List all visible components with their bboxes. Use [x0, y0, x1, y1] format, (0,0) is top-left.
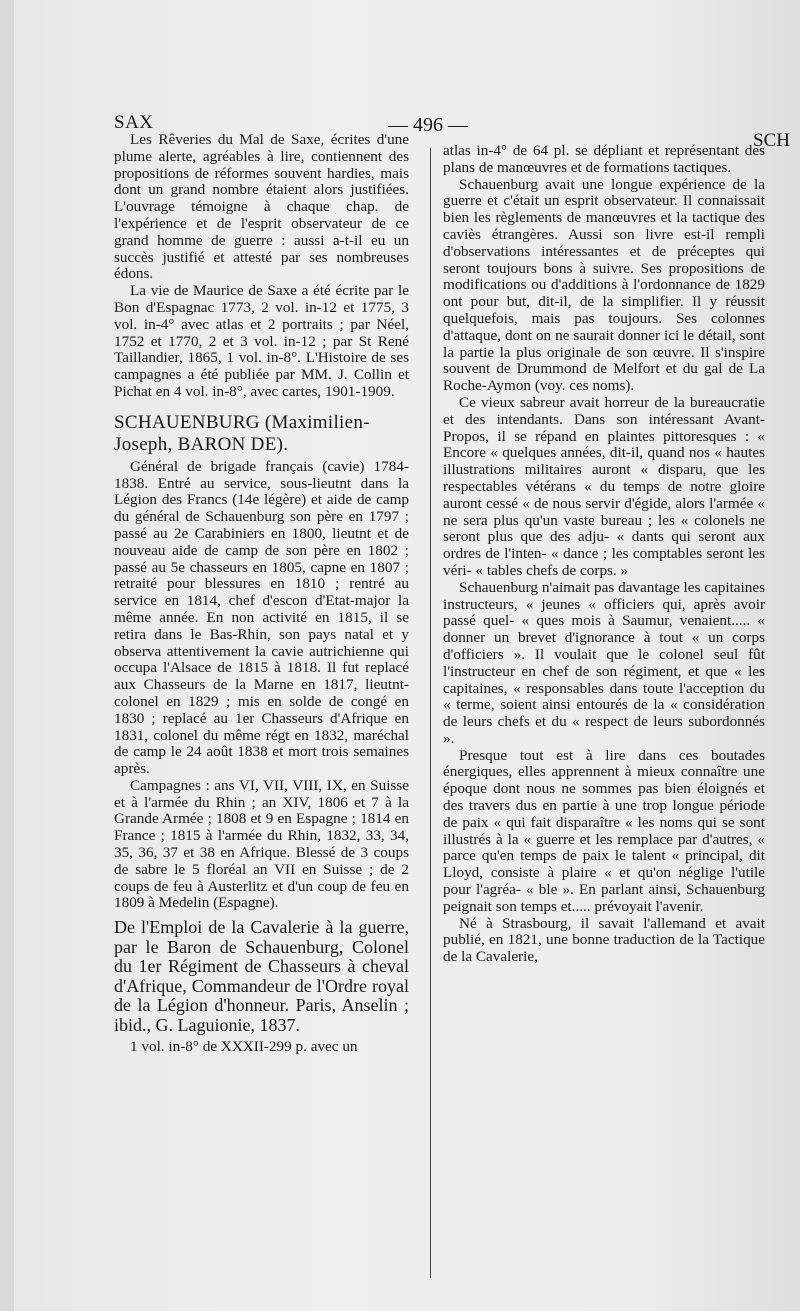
paragraph-biography: Général de brigade français (cavie) 1784-1838. Entré au service, sous-lieutnt dans la Légion des Francs (14e légère) et aide de camp du général de Schauenburg son père en 1797 ; passé au 2e Carabiniers en 1800, lieutnt et de nouveau aide de camp de son père en 1802 ; passé au 5e chasseurs en 1805, capne en 1807 ; retraité pour blessures en 1810 ; rentré au service en 1814, chef d'escon d'Etat-major la même année. En non activité en 1815, il se retira dans le Bas-Rhin, son pays natal et y observa attentivement la cavie autrichienne qui occupa l'Alsace de 1815 à 1818. Il fut replacé aux Chasseurs de la Marne en 1817, lieutnt-colonel en 1829 ; mis en solde de congé en 1830 ; replacé au 1er Chasseurs d'Afrique en 1831, colonel du même régt en 1832, maréchal de camp le 24 août 1838 et mort trois semaines après. — [114, 457, 409, 778]
header-right-keyword: SCH — [753, 130, 790, 151]
paragraph-instructeurs: Schauenburg n'aimait pas davantage les capitaines instructeurs, « jeunes « officiers qui, après avoir passé quel- « ques mois à Saumur, venaient..... « donner un brevet d'ignorance à tout « un corps d'officiers ». Il voulait que le colonel seul fût l'instructeur en chef de son régiment, et que « les capitaines, « responsables dans toute l'acception du « terme, soient ainsi entourés de la « considération de leurs chefs et du « respect de leurs subordonnés ». — [443, 578, 765, 747]
paragraph-strasbourg: Né à Strasbourg, il savait l'allemand et avait publié, en 1821, une bonne traduction de la Tactique de la Cavalerie, — [443, 914, 765, 966]
column-divider — [430, 148, 431, 1278]
book-title: De l'Emploi de la Cavalerie à la guerre, par le Baron de Schauenburg, Colonel du 1er Régiment de Chasseurs à cheval d'Afrique, Commandeur de l'Ordre royal de la Légion d'honneur. Paris, Anselin ; ibid., G. Laguionie, 1837. — [114, 917, 409, 1035]
paragraph-campagnes: Campagnes : ans VI, VII, VIII, IX, en Suisse et à l'armée du Rhin ; an XIV, 1806 et 7 à la Grande Armée ; 1808 et 9 en Espagne ; 1814 en France ; 1815 à l'armée du Rhin, 1832, 33, 34, 35, 36, 37 et 38 en Afrique. Blessé de 3 coups de sabre le 5 floréal an VII en Suisse ; de 2 coups de feu à Austerlitz et d'un coup de feu en 1809 à Medelin (Espagne). — [114, 776, 409, 912]
paragraph-atlas: atlas in-4° de 64 pl. se dépliant et représentant des plans de manœuvres et de formations tactiques. — [443, 142, 765, 176]
paragraph-boutades: Presque tout est à lire dans ces boutades énergiques, elles apprennent à mieux connaître une époque dont nous ne sommes pas bien éloignés et des travers dus en partie à une trop longue période de paix « qui fait disparaître « les noms qui se sont illustrés à la « guerre et les remplace par d'autres, « parce qu'en temps de paix le talent « principal, dit Lloyd, consiste à plaire « et qu'on néglige l'utile pour l'agréa- « ble ». En parlant ainsi, Schauenburg peignait son temps et..... prévoyait l'avenir. — [443, 746, 765, 915]
page-number: — 496 — — [388, 114, 468, 136]
entry-heading: SCHAUENBURG (Maximilien-Joseph, BARON DE). — [114, 411, 370, 455]
paragraph-format: 1 vol. in-8° de XXXII-299 p. avec un — [130, 1038, 358, 1056]
paragraph-reveries: Les Rêveries du Mal de Saxe, écrites d'une plume alerte, agréables à lire, contiennent des propositions de réformes souvent hardies, mais dont un grand nombre étaient alors justifiées. L'ouvrage témoigne à chaque chap. de l'expérience et de l'esprit observateur de ce grand homme de guerre : aussi a-t-il eu un succès justifié et attesté par ses nombreuses édons. — [114, 131, 409, 283]
paragraph-vie-de-maurice: La vie de Maurice de Saxe a été écrite par le Bon d'Espagnac 1773, 2 vol. in-12 et 1775, 3 vol. in-4° avec atlas et 2 portraits ; par Néel, 1752 et 1770, 2 et 3 vol. in-12 ; par St René Taillandier, 1865, 1 vol. in-8°. L'Histoire de ses campagnes a été publiée par MM. J. Collin et Pichat en 4 vol. in-8°, avec cartes, 1901-1909. — [114, 282, 409, 400]
left-column — [114, 132, 409, 1056]
paragraph-sabreur: Ce vieux sabreur avait horreur de la bureaucratie et des intendants. Dans son intéressant Avant-Propos, il se répand en plaintes pittoresques : « Encore « quelques années, dit-il, quand nos « hautes illustrations militaires auront « disparu, que les respectables vétérans « du temps de notre gloire auront cessé « de nous servir d'égide, alors l'armée « ne sera plus qu'un vaste bureau ; les « colonels ne seront plus que des adju- « dants qui seront aux ordres de l'inten- « dance ; les comptables seront les véri- « tables chefs de corps. » — [443, 393, 765, 579]
header-left-keyword: SAX — [114, 112, 154, 133]
right-column — [443, 143, 765, 966]
paragraph-observateur: Schauenburg avait une longue expérience de la guerre et c'était un esprit observateur. Il connaissait bien les règlements de manœuvres et la tactique des caviès étrangères. Aussi son livre est-il rempli d'observations intéressantes et de préceptes qui seront toujours bons à suivre. Ses propositions de modifications ou d'additions à l'ordonnance de 1829 ont pour but, dit-il, de la simplifier. Il y réussit quelquefois, mais pas toujours. Ses colonnes d'attaque, dont on ne saurait donner ici le détail, sont la partie la plus originale de son œuvre. Il s'inspire souvent de Drummond de Melfort et du gal de La Roche-Aymon (voy. ces noms). — [443, 175, 765, 395]
